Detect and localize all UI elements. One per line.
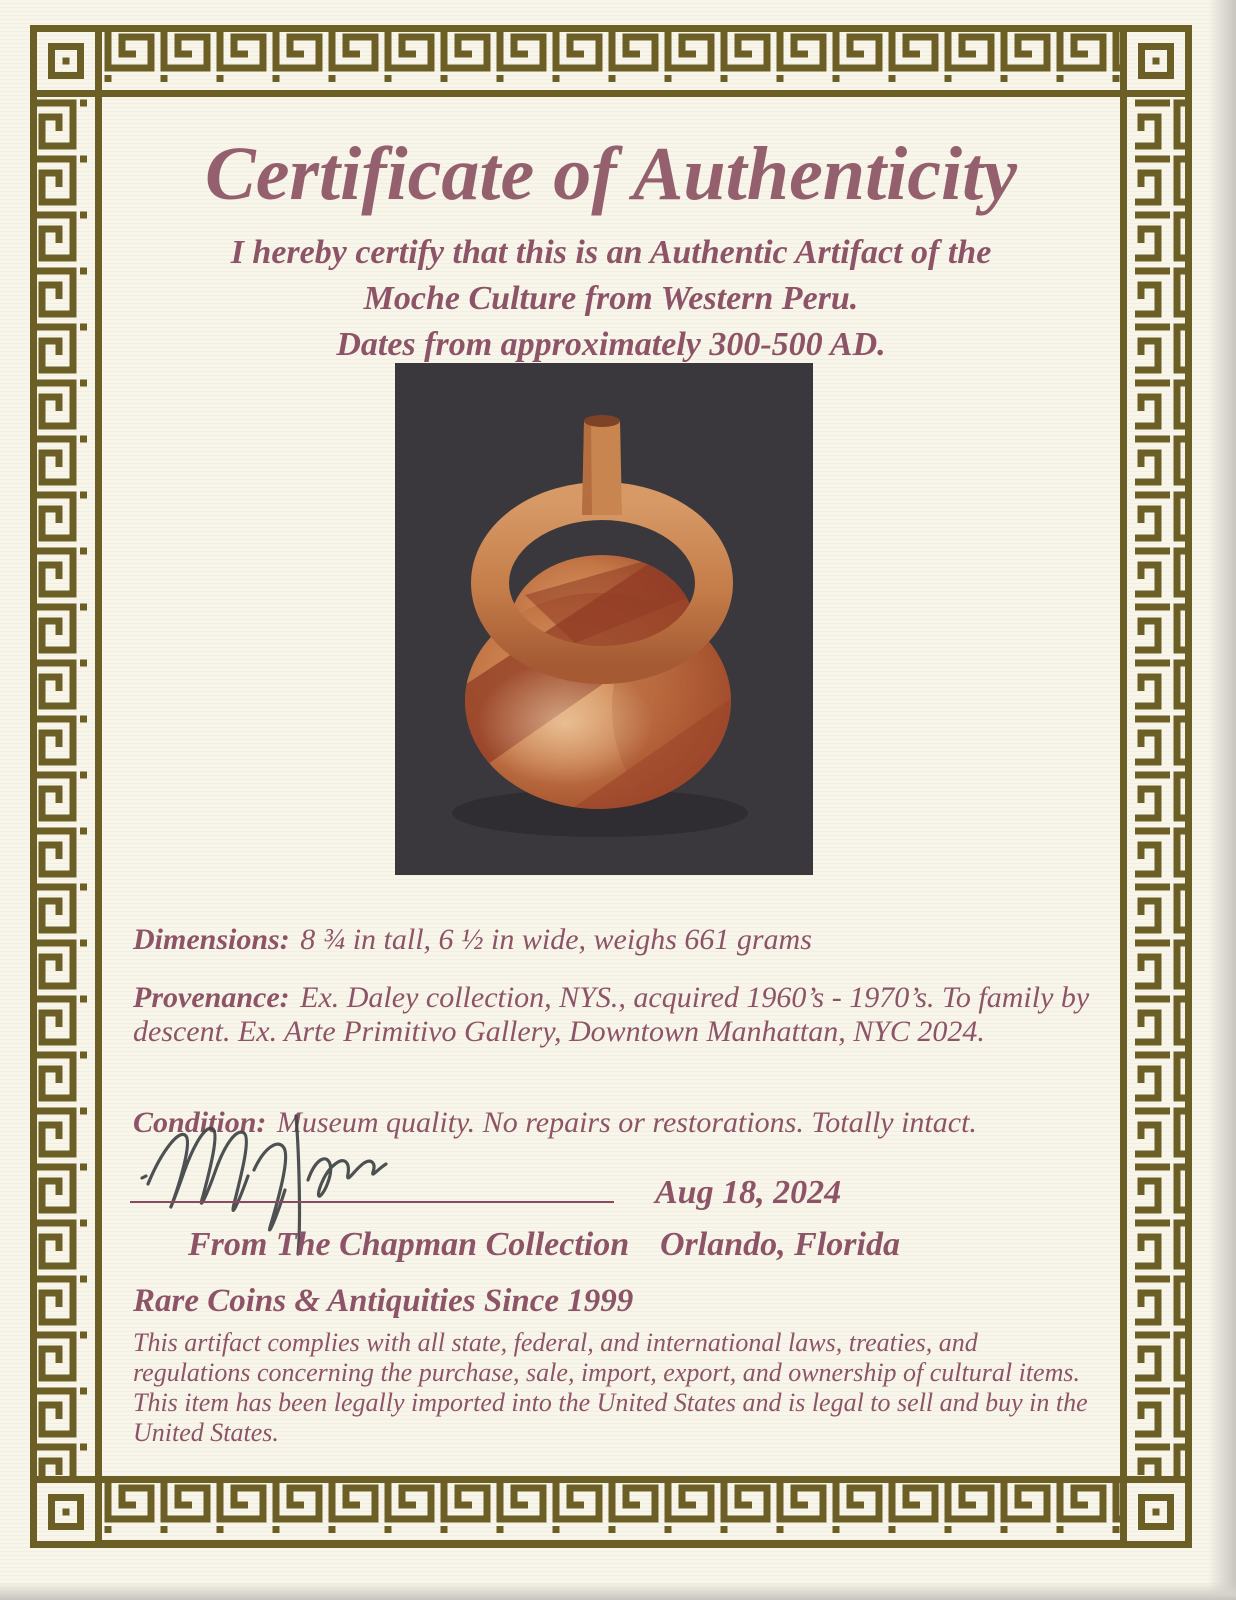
dimensions-label: Dimensions: [133,923,290,956]
signature-line [130,1201,614,1203]
condition-value: Museum quality. No repairs or restorations. Totally intact. [276,1106,977,1139]
signature-date: Aug 18, 2024 [655,1174,842,1211]
condition-label: Condition: [133,1106,267,1139]
provenance-value: Ex. Daley collection, NYS., acquired 1960’s - 1970’s. To family by descent. Ex. Arte Primitivo Gallery, Downtown Manhattan, NYC 2024. [133,981,1090,1048]
certification-statement [102,230,1120,368]
signature-attribution: From The Chapman Collection [188,1226,630,1263]
greek-key-corner-bottom-left [30,1476,102,1548]
greek-key-corner-top-left [30,25,102,97]
statement-line-2: Moche Culture from Western Peru. [363,280,859,317]
dimensions-value: 8 ¾ in tall, 6 ½ in wide, weighs 661 grams [300,923,812,956]
greek-key-border-top [102,25,1120,97]
scan-edge-bottom [0,1582,1236,1600]
greek-key-corner-bottom-right [1120,1476,1192,1548]
artifact-photo [395,363,813,875]
legal-compliance-text: This artifact complies with all state, federal, and international laws, treaties, and regulations concerning the purchase, sale, import, export, and ownership of cultural items. This item has been legally imported into the United States and is legal to sell and buy in the United States. [133,1328,1088,1447]
company-tagline: Rare Coins & Antiquities Since 1999 [133,1283,634,1319]
certificate-title: Certificate of Authenticity [205,132,1017,216]
statement-line-3: Dates from approximately 300-500 AD. [336,326,886,363]
greek-key-border-bottom [102,1476,1120,1548]
dimensions-line [133,923,1098,957]
greek-key-border-right [1120,97,1192,1476]
signature-location: Orlando, Florida [660,1226,900,1263]
provenance-label: Provenance: [133,981,290,1014]
scan-edge-right [1208,0,1236,1600]
greek-key-corner-top-right [1120,25,1192,97]
statement-line-1: I hereby certify that this is an Authentic Artifact of the [230,234,992,271]
provenance-paragraph [133,981,1098,1049]
greek-key-border-left [30,97,102,1476]
